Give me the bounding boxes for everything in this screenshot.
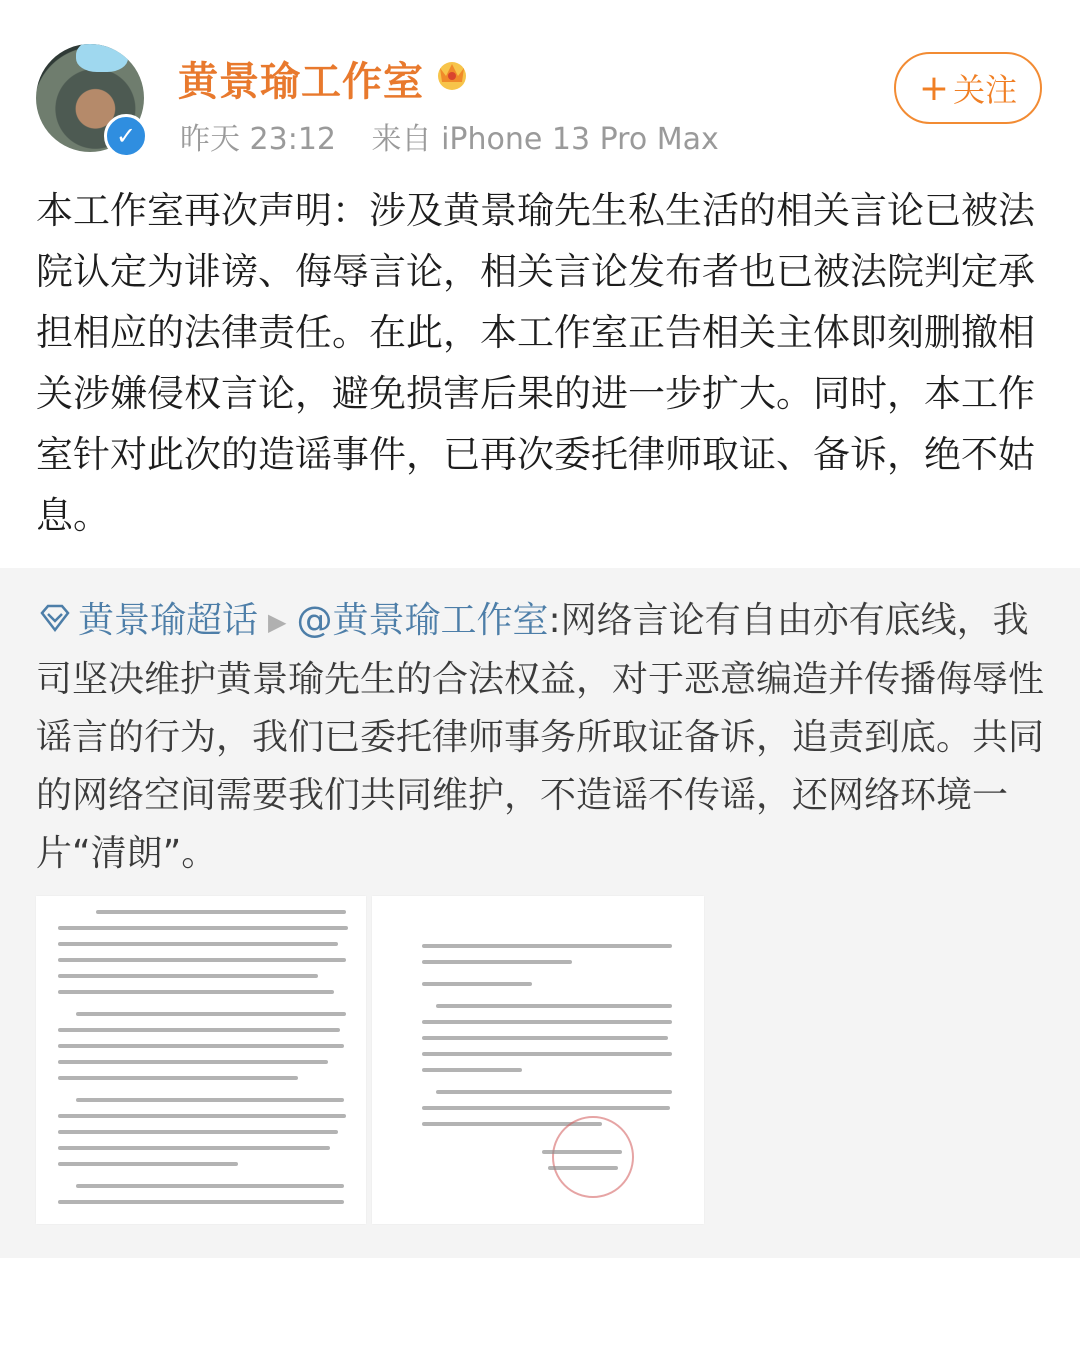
- repost-text-block: [36, 592, 1046, 883]
- verified-badge-icon: ✓: [104, 114, 148, 158]
- document-image-2[interactable]: [372, 896, 704, 1224]
- seal-stamp-icon: [552, 1116, 634, 1198]
- whale-decoration-icon: [76, 44, 128, 72]
- plus-icon: +: [918, 67, 950, 109]
- mention-link[interactable]: @黄景瑜工作室: [296, 600, 549, 641]
- post-time: 昨天 23:12: [180, 122, 336, 157]
- bottom-spacer: [0, 1258, 1080, 1361]
- author-name[interactable]: 黄景瑜工作室: [178, 59, 424, 105]
- arrow-right-icon: ▶: [268, 608, 287, 636]
- post-meta: [180, 114, 745, 158]
- super-topic-icon: [36, 593, 74, 651]
- crown-icon: [432, 52, 472, 92]
- post-header: [0, 0, 1080, 170]
- post-source: 来自 iPhone 13 Pro Max: [371, 122, 719, 157]
- document-image-1[interactable]: [36, 896, 366, 1224]
- super-topic-link[interactable]: 黄景瑜超话: [78, 600, 259, 641]
- post-text: 本工作室再次声明：涉及黄景瑜先生私生活的相关言论已被法院认定为诽谤、侮辱言论，相关言论发布者也已被法院判定承担相应的法律责任。在此，本工作室正告相关主体即刻删撤相关涉嫌侵权言论，避免损害后果的进一步扩大。同时，本工作室针对此次的造谣事件，已再次委托律师取证、备诉，绝不姑息。: [36, 189, 1035, 537]
- follow-label: 关注: [953, 71, 1018, 109]
- follow-button[interactable]: [894, 52, 1042, 124]
- repost-body: :网络言论有自由亦有底线，我司坚决维护黄景瑜先生的合法权益，对于恶意编造并传播侮辱性谣言的行为，我们已委托律师事务所取证备诉，追责到底。共同的网络空间需要我们共同维护，不造谣不传谣，还网络环境一片“清朗”。: [36, 600, 1045, 874]
